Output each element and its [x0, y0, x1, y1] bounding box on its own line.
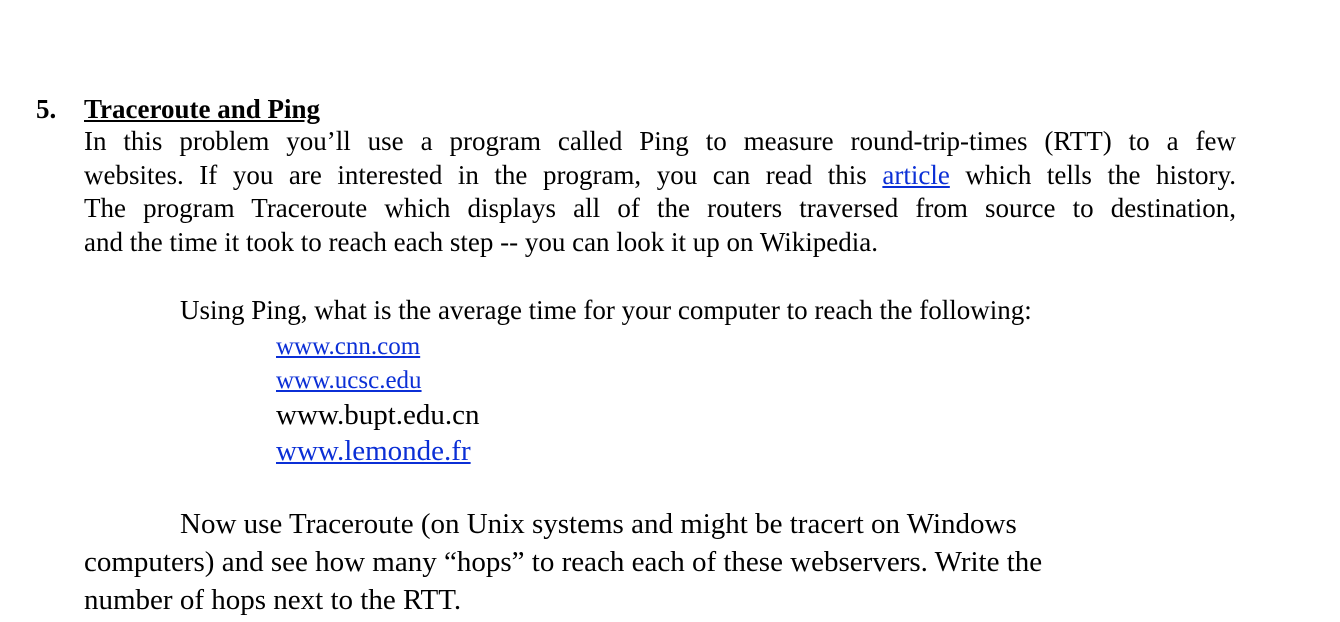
outro-line-1: Now use Traceroute (on Unix systems and might be tracert on Windows	[180, 508, 1017, 540]
site-item[interactable]	[276, 364, 480, 398]
problem-title: Traceroute and Ping	[84, 94, 320, 124]
intro-line-1: In this problem you’ll use a program called Ping to measure round-trip-times (RTT) to a few	[84, 126, 1236, 156]
outro-line-3: number of hops next to the RTT.	[84, 584, 462, 616]
site-item[interactable]	[276, 330, 480, 364]
intro-line-3: The program Traceroute which displays all of the routers traversed from source to destination,	[84, 193, 1236, 223]
intro-line-2-after: which tells the history.	[949, 159, 1236, 190]
site-link-ucsc[interactable]: www.ucsc.edu	[276, 366, 422, 394]
ping-question: Using Ping, what is the average time for your computer to reach the following:	[180, 295, 1032, 325]
site-item[interactable]	[276, 433, 480, 469]
outro-line-2: computers) and see how many “hops” to reach each of these webservers. Write the	[84, 546, 1043, 578]
article-link[interactable]: article	[882, 159, 950, 190]
site-item	[276, 397, 480, 433]
intro-paragraph	[84, 125, 1236, 259]
site-link-lemonde[interactable]: www.lemonde.fr	[276, 435, 471, 467]
site-link-cnn[interactable]: www.cnn.com	[276, 333, 421, 360]
traceroute-paragraph	[84, 505, 1042, 619]
intro-line-4: and the time it took to reach each step -- you can look it up on Wikipedia.	[84, 226, 878, 257]
intro-line-2	[84, 159, 1236, 193]
site-list	[276, 330, 480, 469]
problem-number: 5.	[36, 94, 57, 124]
site-text-bupt: www.bupt.edu.cn	[276, 399, 480, 431]
intro-line-2-before: websites. If you are interested in the program, you can read this	[84, 159, 883, 190]
